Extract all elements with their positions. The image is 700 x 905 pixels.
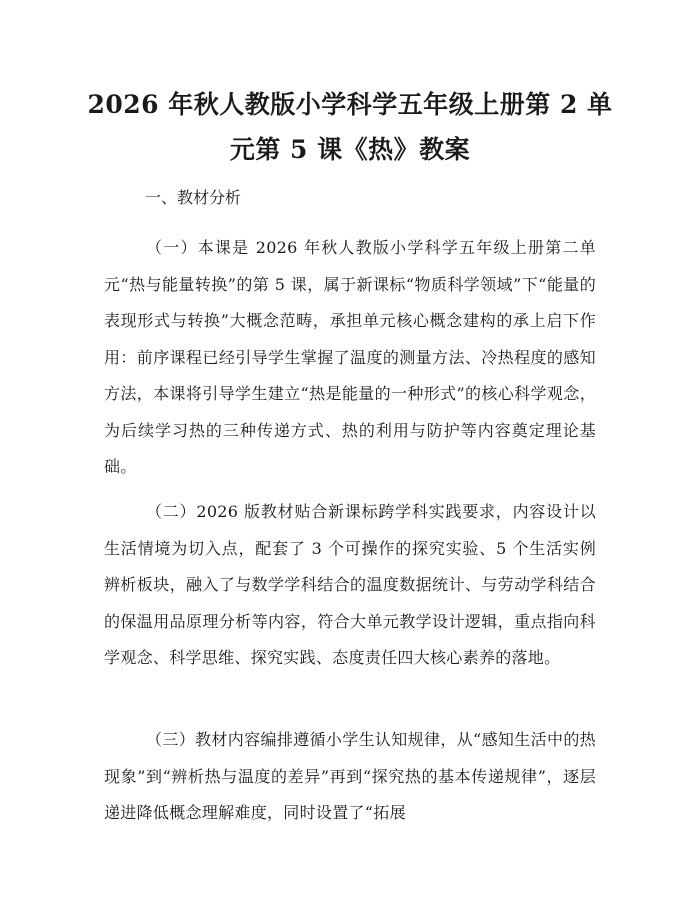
document-title-line-1: 2026 年秋人教版小学科学五年级上册第 2 单 bbox=[87, 90, 613, 119]
document-title-line-2: 元第 5 课《热》教案 bbox=[229, 135, 471, 164]
paragraph-2: （二）2026 版教材贴合新课标跨学科实践要求，内容设计以生活情境为切入点，配套了 3 个可操作的探究实验、5 个生活实例辨析板块，融入了与数学学科结合的温度数据统计、与劳动学科结合的保温用品原理分析等内容，符合大单元教学设计逻辑，重点指向科学观念、科学思维、探究实践、态度责任四大核心素养的落地。 bbox=[104, 502, 596, 667]
paragraph-3: （三）教材内容编排遵循小学生认知规律，从“感知生活中的热现象”到“辨析热与温度的差异”再到“探究热的基本传递规律”，逐层递进降低概念理解难度，同时设置了“拓展 bbox=[104, 730, 596, 822]
section-heading: 一、教材分析 bbox=[145, 188, 242, 207]
paragraph-1: （一）本课是 2026 年秋人教版小学科学五年级上册第二单元“热与能量转换”的第 5 课，属于新课标“物质科学领域”下“能量的表现形式与转换”大概念范畴，承担单元核心概念建构的承上启下作用：前序课程已经引导学生掌握了温度的测量方法、冷热程度的感知方法，本课将引导学生建立“热是能量的一种形式”的核心科学观念，为后续学习热的三种传递方式、热的利用与防护等内容奠定理论基础。 bbox=[104, 238, 596, 476]
